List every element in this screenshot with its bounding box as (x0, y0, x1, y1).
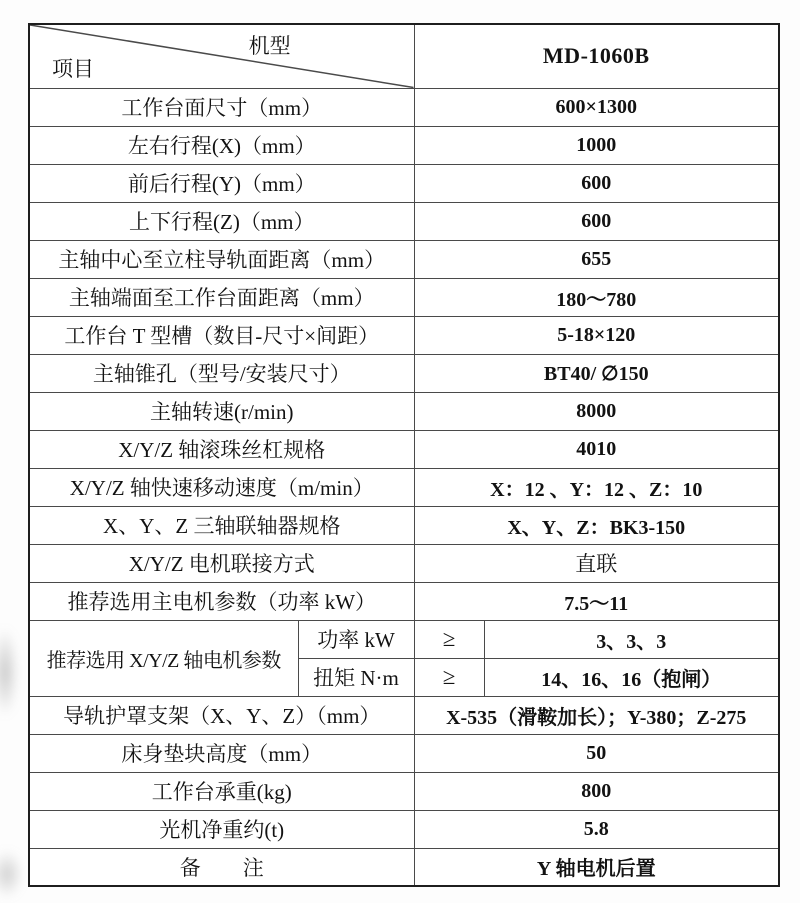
row-label: 主轴中心至立柱导轨面距离（mm） (29, 240, 414, 278)
row-value: 7.5～11 (414, 582, 779, 620)
row-value: 800 (414, 772, 779, 810)
table-row (29, 164, 779, 202)
row-label: 工作台承重(kg) (29, 772, 414, 810)
row-value: 600 (414, 164, 779, 202)
row-label: 左右行程(X)（mm） (29, 126, 414, 164)
row-value: 180～780 (414, 278, 779, 316)
table-row (29, 544, 779, 582)
table-header-row (29, 24, 779, 88)
motor-group-label: 推荐选用 X/Y/Z 轴电机参数 (29, 620, 298, 696)
motor-param-row (29, 620, 779, 658)
table-row (29, 468, 779, 506)
table-row (29, 202, 779, 240)
table-row (29, 810, 779, 848)
table-row (29, 582, 779, 620)
row-label: 主轴转速(r/min) (29, 392, 414, 430)
row-label: X/Y/Z 电机联接方式 (29, 544, 414, 582)
row-label: 备 注 (29, 848, 414, 886)
header-corner-model-label: 机型 (248, 34, 291, 58)
greater-equal-symbol: ≥ (414, 658, 484, 696)
table-row (29, 392, 779, 430)
row-value: 5-18×120 (414, 316, 779, 354)
row-label: 推荐选用主电机参数（功率 kW） (29, 582, 414, 620)
row-value: 655 (414, 240, 779, 278)
model-name-cell: MD-1060B (414, 24, 779, 88)
header-corner-item-label: 项目 (52, 56, 94, 81)
row-label: 床身垫块高度（mm） (29, 734, 414, 772)
table-row (29, 696, 779, 734)
row-label: 主轴锥孔（型号/安装尺寸） (29, 354, 414, 392)
table-row (29, 278, 779, 316)
motor-sub-value: 3、3、3 (484, 620, 779, 658)
row-label: X/Y/Z 轴滚珠丝杠规格 (29, 430, 414, 468)
row-value: 8000 (414, 392, 779, 430)
table-row (29, 126, 779, 164)
table-row (29, 430, 779, 468)
row-value: BT40/ ∅150 (414, 354, 779, 392)
row-value: 直联 (414, 544, 779, 582)
table-row (29, 848, 779, 886)
row-label: 上下行程(Z)（mm） (29, 202, 414, 240)
row-label: X/Y/Z 轴快速移动速度（m/min） (29, 468, 414, 506)
row-value: 1000 (414, 126, 779, 164)
row-value: Y 轴电机后置 (414, 848, 779, 886)
row-label: 前后行程(Y)（mm） (29, 164, 414, 202)
row-value: 5.8 (414, 810, 779, 848)
motor-sub-value: 14、16、16（抱闸） (484, 658, 779, 696)
row-value: 600×1300 (414, 88, 779, 126)
row-label: 工作台面尺寸（mm） (29, 88, 414, 126)
spec-table (28, 23, 780, 887)
motor-sub-param: 功率 kW (298, 620, 414, 658)
motor-sub-param: 扭矩 N·m (298, 658, 414, 696)
table-row (29, 88, 779, 126)
table-row (29, 734, 779, 772)
greater-equal-symbol: ≥ (414, 620, 484, 658)
table-row (29, 240, 779, 278)
row-value: X、Y、Z：BK3-150 (414, 506, 779, 544)
row-value: X：12 、Y：12 、Z：10 (414, 468, 779, 506)
diagonal-header-cell (29, 24, 414, 88)
table-row (29, 772, 779, 810)
table-row (29, 506, 779, 544)
row-label: X、Y、Z 三轴联轴器规格 (29, 506, 414, 544)
row-label: 工作台 T 型槽（数目-尺寸×间距） (29, 316, 414, 354)
scan-smudge (0, 612, 22, 732)
row-label: 光机净重约(t) (29, 810, 414, 848)
row-label: 主轴端面至工作台面距离（mm） (29, 278, 414, 316)
row-value: 600 (414, 202, 779, 240)
row-value: 50 (414, 734, 779, 772)
table-row (29, 316, 779, 354)
row-value: X-535（滑鞍加长）；Y-380；Z-275 (414, 696, 779, 734)
row-value: 4010 (414, 430, 779, 468)
row-label: 导轨护罩支架（X、Y、Z）（mm） (29, 696, 414, 734)
table-row (29, 354, 779, 392)
scan-smudge (0, 842, 28, 903)
